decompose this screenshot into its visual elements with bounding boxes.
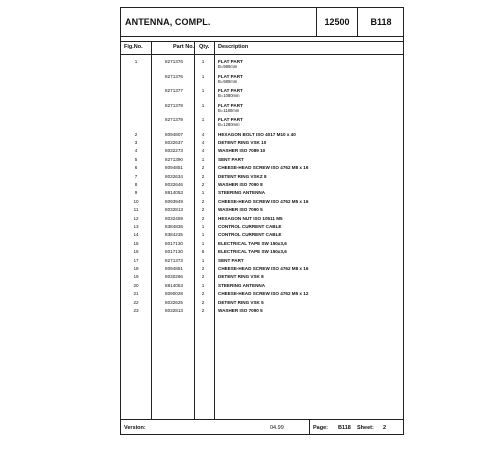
quantity: 4 <box>201 148 205 154</box>
table-row <box>121 103 403 118</box>
table-row <box>121 59 403 74</box>
description: DETENT RING VSK 10 <box>218 139 267 145</box>
column-header-qty: Qty. <box>199 44 210 50</box>
parts-list-sheet <box>120 7 404 435</box>
description: FLAT PART <box>218 88 243 93</box>
description: WASHER ISO 7089 10 <box>218 148 266 154</box>
assembly-title: ANTENNA, COMPL. <box>125 17 211 27</box>
description: SENT PART <box>218 257 244 263</box>
fig-number: 2 <box>134 131 138 137</box>
fig-number: 17 <box>133 257 139 263</box>
part-number: 8017130 <box>165 249 183 255</box>
description: DETENT RING VSK 5 <box>218 299 264 305</box>
description: DETENT RING VSK 8 <box>218 274 264 280</box>
quantity: 2 <box>201 165 205 171</box>
description: FLAT PART <box>218 102 243 108</box>
quantity: 2 <box>201 265 205 271</box>
description: FLAT PART <box>218 73 243 79</box>
part-number: 8032459 <box>165 215 183 221</box>
table-row <box>121 308 403 317</box>
part-number: 8030266 <box>165 274 183 280</box>
part-number: 8032634 <box>165 173 183 179</box>
description-detail: B=1180mm <box>218 107 240 113</box>
description: STEERING ANTENNA <box>218 282 266 288</box>
description-detail: B=980mm <box>218 64 238 69</box>
version-label: Version: <box>124 425 146 431</box>
description: CHEESE-HEAD SCREW ISO 4762 M5 x 16 <box>218 198 309 204</box>
description: WASHER ISO 7090 5 <box>218 207 263 213</box>
part-number: 8094851 <box>165 265 183 271</box>
part-number: 8384235 <box>165 232 183 238</box>
description-detail: B=1280mm <box>218 122 240 127</box>
quantity: 2 <box>201 181 205 187</box>
part-number: 8093949 <box>165 198 183 204</box>
fig-number: 14 <box>133 232 139 238</box>
part-number: 8384836 <box>165 223 183 229</box>
description: CONTROL CURRENT CABLE <box>218 223 282 229</box>
quantity: 1 <box>201 88 205 93</box>
part-number: 8271390 <box>165 156 183 162</box>
part-number: 8032273 <box>165 148 183 154</box>
quantity: 1 <box>201 223 205 229</box>
fig-number: 22 <box>133 299 139 305</box>
fig-number: 9 <box>134 190 138 196</box>
quantity: 2 <box>201 173 205 179</box>
description: CHEESE-HEAD SCREW ISO 4762 M5 x 12 <box>218 291 309 297</box>
description: WASHER ISO 7090 8 <box>218 181 263 187</box>
part-number: 8271376 <box>165 59 183 64</box>
fig-number: 21 <box>133 291 139 297</box>
part-number: 8271379 <box>165 117 183 122</box>
fig-number: 4 <box>134 148 138 154</box>
fig-number: 3 <box>134 139 138 145</box>
quantity: 2 <box>201 207 205 213</box>
table-row <box>121 117 403 132</box>
part-number: 8017130 <box>165 240 183 246</box>
description: FLAT PART <box>218 59 243 64</box>
quantity: 1 <box>201 102 205 108</box>
quantity: 2 <box>201 299 205 305</box>
part-number: 8032646 <box>165 181 183 187</box>
assembly-code: 12500 <box>324 17 350 27</box>
description: ELECTRICAL TAPE SW 150x3,6 <box>218 249 287 255</box>
fig-number: 18 <box>133 265 139 271</box>
quantity: 1 <box>201 282 205 288</box>
column-header-row <box>121 41 403 55</box>
description: STEERING ANTENNA <box>218 190 266 196</box>
description: FLAT PART <box>218 117 243 122</box>
fig-number: 1 <box>134 59 138 64</box>
part-number: 8271376 <box>165 73 183 79</box>
description: HEXAGON BOLT ISO 4017 M10 x 40 <box>218 131 296 137</box>
description: CHEESE-HEAD SCREW ISO 4762 M8 x 16 <box>218 165 309 171</box>
quantity: 1 <box>201 117 205 122</box>
description: WASHER ISO 7090 5 <box>218 307 263 313</box>
page-label: Page: <box>313 425 328 431</box>
sheet-value: 2 <box>383 425 387 431</box>
quantity: 1 <box>201 190 205 196</box>
quantity: 4 <box>201 131 205 137</box>
quantity: 1 <box>201 257 205 263</box>
part-number: 8271373 <box>165 257 183 263</box>
fig-number: 20 <box>133 282 139 288</box>
quantity: 2 <box>201 274 205 280</box>
part-number: 8032625 <box>165 299 183 305</box>
fig-number: 19 <box>133 274 139 280</box>
description-detail: B=1080mm <box>218 93 240 98</box>
part-number: 8271377 <box>165 88 183 93</box>
quantity: 2 <box>201 198 205 204</box>
fig-number: 12 <box>133 215 139 221</box>
part-number: 8090028 <box>165 291 183 297</box>
part-number: 8032813 <box>165 207 183 213</box>
description: CHEESE-HEAD SCREW ISO 4762 M8 x 16 <box>218 265 309 271</box>
fig-number: 15 <box>133 240 139 246</box>
table-row <box>121 74 403 89</box>
fig-number: 10 <box>133 198 139 204</box>
part-number: 8094807 <box>165 131 183 137</box>
page-value: B118 <box>338 425 351 431</box>
description: HEXAGON NUT ISO 10511 M5 <box>218 215 283 221</box>
fig-number: 11 <box>133 207 139 213</box>
part-number: 8094851 <box>165 165 183 171</box>
column-header-part: Part No. <box>173 44 195 50</box>
part-number: 8032637 <box>165 139 183 145</box>
quantity: 4 <box>201 139 205 145</box>
quantity: 6 <box>201 249 205 255</box>
description-detail: B=980mm <box>218 78 238 84</box>
column-header-fig: Fig.No. <box>124 44 143 50</box>
assembly-ref: B118 <box>370 17 392 27</box>
version-date: 04.99 <box>270 425 284 431</box>
fig-number: 8 <box>134 181 138 187</box>
fig-number: 6 <box>134 165 138 171</box>
sheet-header <box>121 8 403 37</box>
quantity: 1 <box>201 59 205 64</box>
quantity: 1 <box>201 73 205 79</box>
fig-number: 13 <box>133 223 139 229</box>
fig-number: 23 <box>133 307 139 313</box>
sheet-footer <box>121 419 403 435</box>
quantity: 1 <box>201 232 205 238</box>
description: CONTROL CURRENT CABLE <box>218 232 282 238</box>
description: SENT PART <box>218 156 244 162</box>
part-number: 8814053 <box>165 282 183 288</box>
quantity: 1 <box>201 240 205 246</box>
table-row <box>121 88 403 103</box>
quantity: 2 <box>201 307 205 313</box>
header-divider <box>316 8 317 36</box>
part-number: 8032813 <box>165 307 183 313</box>
header-divider <box>357 8 358 36</box>
part-number: 8271378 <box>165 102 183 108</box>
quantity: 2 <box>201 215 205 221</box>
quantity: 2 <box>201 291 205 297</box>
part-number: 8814053 <box>165 190 183 196</box>
fig-number: 7 <box>134 173 138 179</box>
description: ELECTRICAL TAPE SW 150x3,6 <box>218 240 287 246</box>
quantity: 1 <box>201 156 205 162</box>
description: DETENT RING VSKZ 8 <box>218 173 267 179</box>
column-header-description: Description <box>218 44 249 50</box>
footer-divider <box>309 420 310 435</box>
fig-number: 5 <box>134 156 138 162</box>
fig-number: 16 <box>133 249 139 255</box>
sheet-label: Sheet: <box>357 425 374 431</box>
